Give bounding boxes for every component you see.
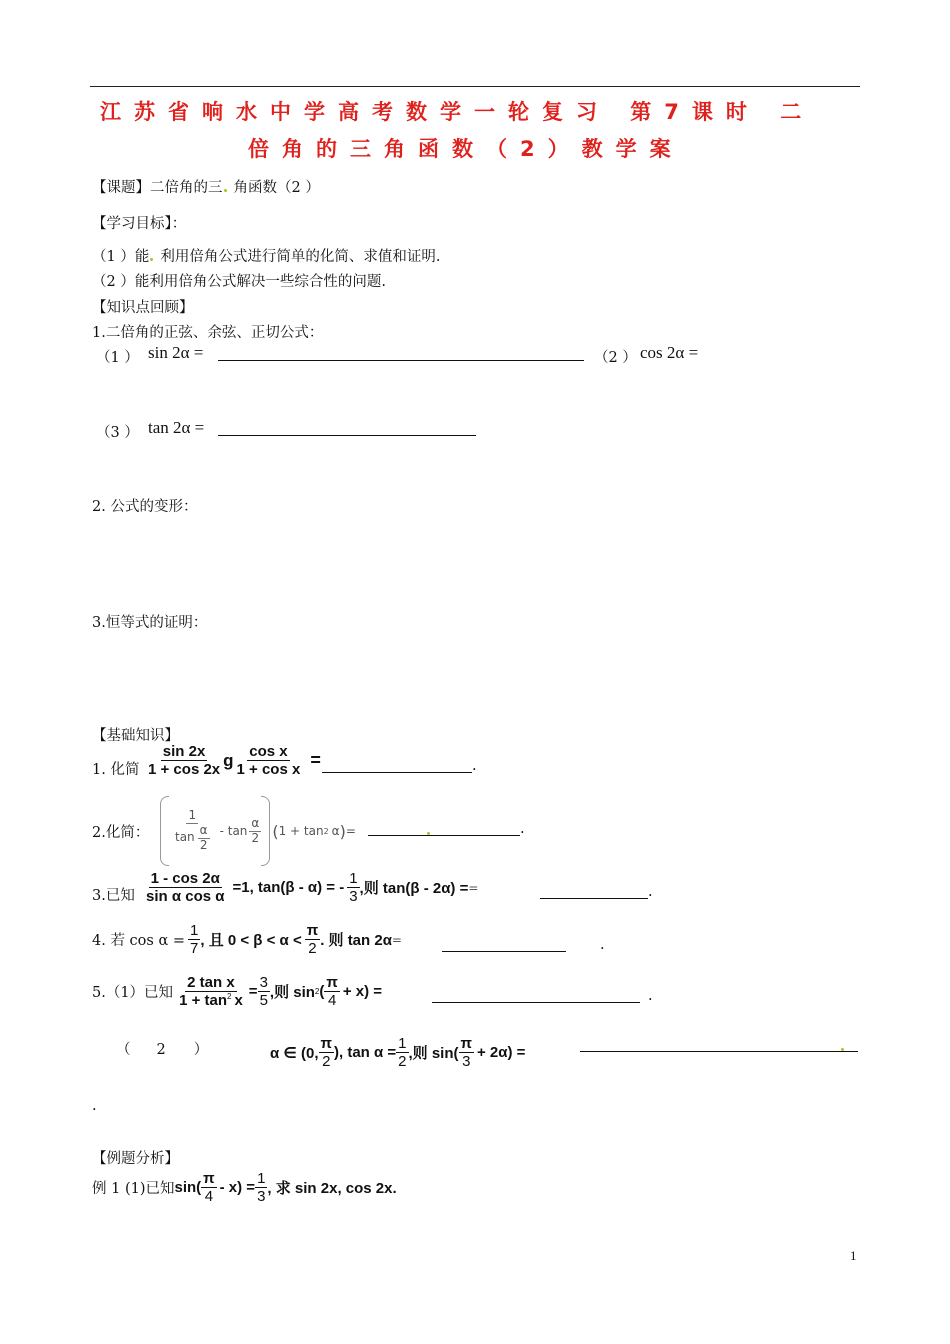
goals-label: 【学习目标】： (92, 216, 187, 232)
problem-5-2-blank[interactable] (580, 1037, 858, 1056)
goal-item-2: （2 ）能利用倍角公式解决一些综合性的问题. (92, 274, 386, 290)
fraction: $\frac{\alpha}{2}$ (251, 815, 260, 845)
formula-1-blank[interactable] (218, 346, 584, 365)
marker-dot (427, 832, 430, 835)
fraction: $\frac{\pi}{2}$ (306, 922, 319, 958)
fraction: $\frac{\text{cos x}}{\text{1 + cos x}}$ (236, 743, 301, 779)
problem-3-end: . (648, 884, 653, 900)
problem-3-blank[interactable] (540, 884, 648, 903)
formula-3-blank[interactable] (218, 421, 476, 440)
fraction: $\frac{\pi}{4}$ (326, 974, 338, 1010)
problem-2-blank[interactable] (368, 821, 520, 840)
problem-3-expression: $\frac{1 - \cos 2\alpha}{\text{sin α cos α}}$ =1, tan(β - α) = - $\frac{1}{3}$ ,则 tan(β - 2α) = = (146, 870, 479, 906)
topic-label: 【课题】 (92, 180, 150, 196)
formula-tan2a: tan 2α = (148, 418, 205, 437)
fraction: $\frac{3}{5}$ (259, 974, 268, 1010)
fraction: $\frac{1}{7}$ (190, 922, 199, 958)
problem-5-2-index: （ 2 ） (116, 1042, 209, 1058)
formula-cos2a: cos 2α = (640, 343, 699, 362)
problem-2-lead: 2.化简： (92, 825, 150, 841)
problem-1-expression: $\frac{\sin 2x}{1 + \cos 2x}$ g $\frac{\text{cos x}}{\text{1 + cos x}}$ = (148, 743, 321, 779)
review-label: 【知识点回顾】 (92, 300, 194, 316)
review-q3: 3.恒等式的证明： (92, 615, 208, 631)
topic-text-b: 角函数（2 ） (233, 180, 320, 196)
page-number: 1 (850, 1248, 857, 1263)
fraction: 1 tan $\frac{\alpha}{2}$ (175, 808, 208, 852)
example-1: 例 1 (1)已知 sin( $\frac{\pi}{4}$ - x) = $\frac{1}{3}$ , 求 sin 2x, cos 2x. (92, 1170, 397, 1206)
formula-sin2a: sin 2α = (148, 343, 204, 362)
stray-dot: . (92, 1098, 97, 1114)
problem-3-lead: 3.已知 (92, 888, 135, 904)
fraction: $\frac{\pi}{2}$ (320, 1035, 332, 1071)
basics-label: 【基础知识】 (92, 728, 179, 744)
marker-dot (150, 258, 153, 261)
fraction: $\frac{1}{3}$ (349, 870, 358, 906)
fraction: $\frac{\sin 2x}{1 + \cos 2x}$ (148, 743, 221, 779)
problem-2-expression: 1 tan $\frac{\alpha}{2}$ - tan $\frac{\alpha}{2}$ ( 1 + tan 2 α ) = (160, 796, 356, 866)
examples-label: 【例题分析】 (92, 1151, 179, 1167)
topic-line (92, 176, 320, 197)
formula-1-index: （1 ） (96, 350, 139, 366)
fraction: $\frac{\text{2 tan x}}{1 + \tan^2 x}$ (179, 974, 243, 1010)
problem-2-end: . (520, 821, 525, 837)
fraction: $\frac{\pi}{3}$ (460, 1035, 472, 1071)
document-title-line1: 江苏省响水中学高考数学一轮复习 第7课时 二 (100, 100, 815, 124)
fraction: $\frac{\pi}{4}$ (203, 1170, 215, 1206)
fraction: $\frac{1 - \cos 2\alpha}{\text{sin α cos α}}$ (146, 870, 225, 906)
problem-1-blank[interactable] (322, 758, 472, 777)
problem-1-end: . (472, 758, 477, 774)
goal-1-b: 利用倍角公式进行简单的化简、求值和证明. (160, 249, 441, 265)
problem-4-expression: 4. 若 cos α = $\frac{1}{7}$ , 且 0 < β < α < $\frac{\pi}{2}$ . 则 tan 2α = (92, 922, 402, 958)
formula-2-index: （2 ） (594, 350, 637, 366)
formula-3-index: （3 ） (96, 425, 139, 441)
goal-item-1 (92, 245, 440, 266)
fraction: $\frac{1}{3}$ (257, 1170, 266, 1206)
problem-1-lead: 1. 化简 (92, 762, 140, 778)
goal-1-a: （1 ）能 (92, 249, 150, 265)
right-paren (261, 796, 270, 866)
review-q1: 1.二倍角的正弦、余弦、正切公式： (92, 325, 324, 341)
problem-4-end: . (600, 937, 605, 953)
problem-5-1-blank[interactable] (432, 988, 640, 1007)
review-q2: 2. 公式的变形： (92, 499, 198, 515)
left-paren (160, 796, 169, 866)
problem-5-1-end: . (648, 988, 653, 1004)
topic-text-a: 二倍角的三 (150, 180, 223, 196)
document-title-line2: 倍角的三角函数（2）教学案 (248, 137, 684, 161)
marker-dot (841, 1048, 844, 1051)
problem-4-blank[interactable] (442, 937, 566, 956)
problem-5-1-expression: 5.（1）已知 $\frac{\text{2 tan x}}{1 + \tan^2 x}$ = $\frac{3}{5}$ ,则 sin 2 ( $\frac{\pi}{4}$ + x) = (92, 974, 383, 1010)
marker-dot (224, 189, 227, 192)
fraction: $\frac{1}{2}$ (398, 1035, 407, 1071)
problem-5-2-expression: α ∈ (0, $\frac{\pi}{2}$ ), tan α = $\frac{1}{2}$ ,则 sin( $\frac{\pi}{3}$ + 2α) = (270, 1035, 526, 1071)
header-rule (90, 86, 860, 87)
